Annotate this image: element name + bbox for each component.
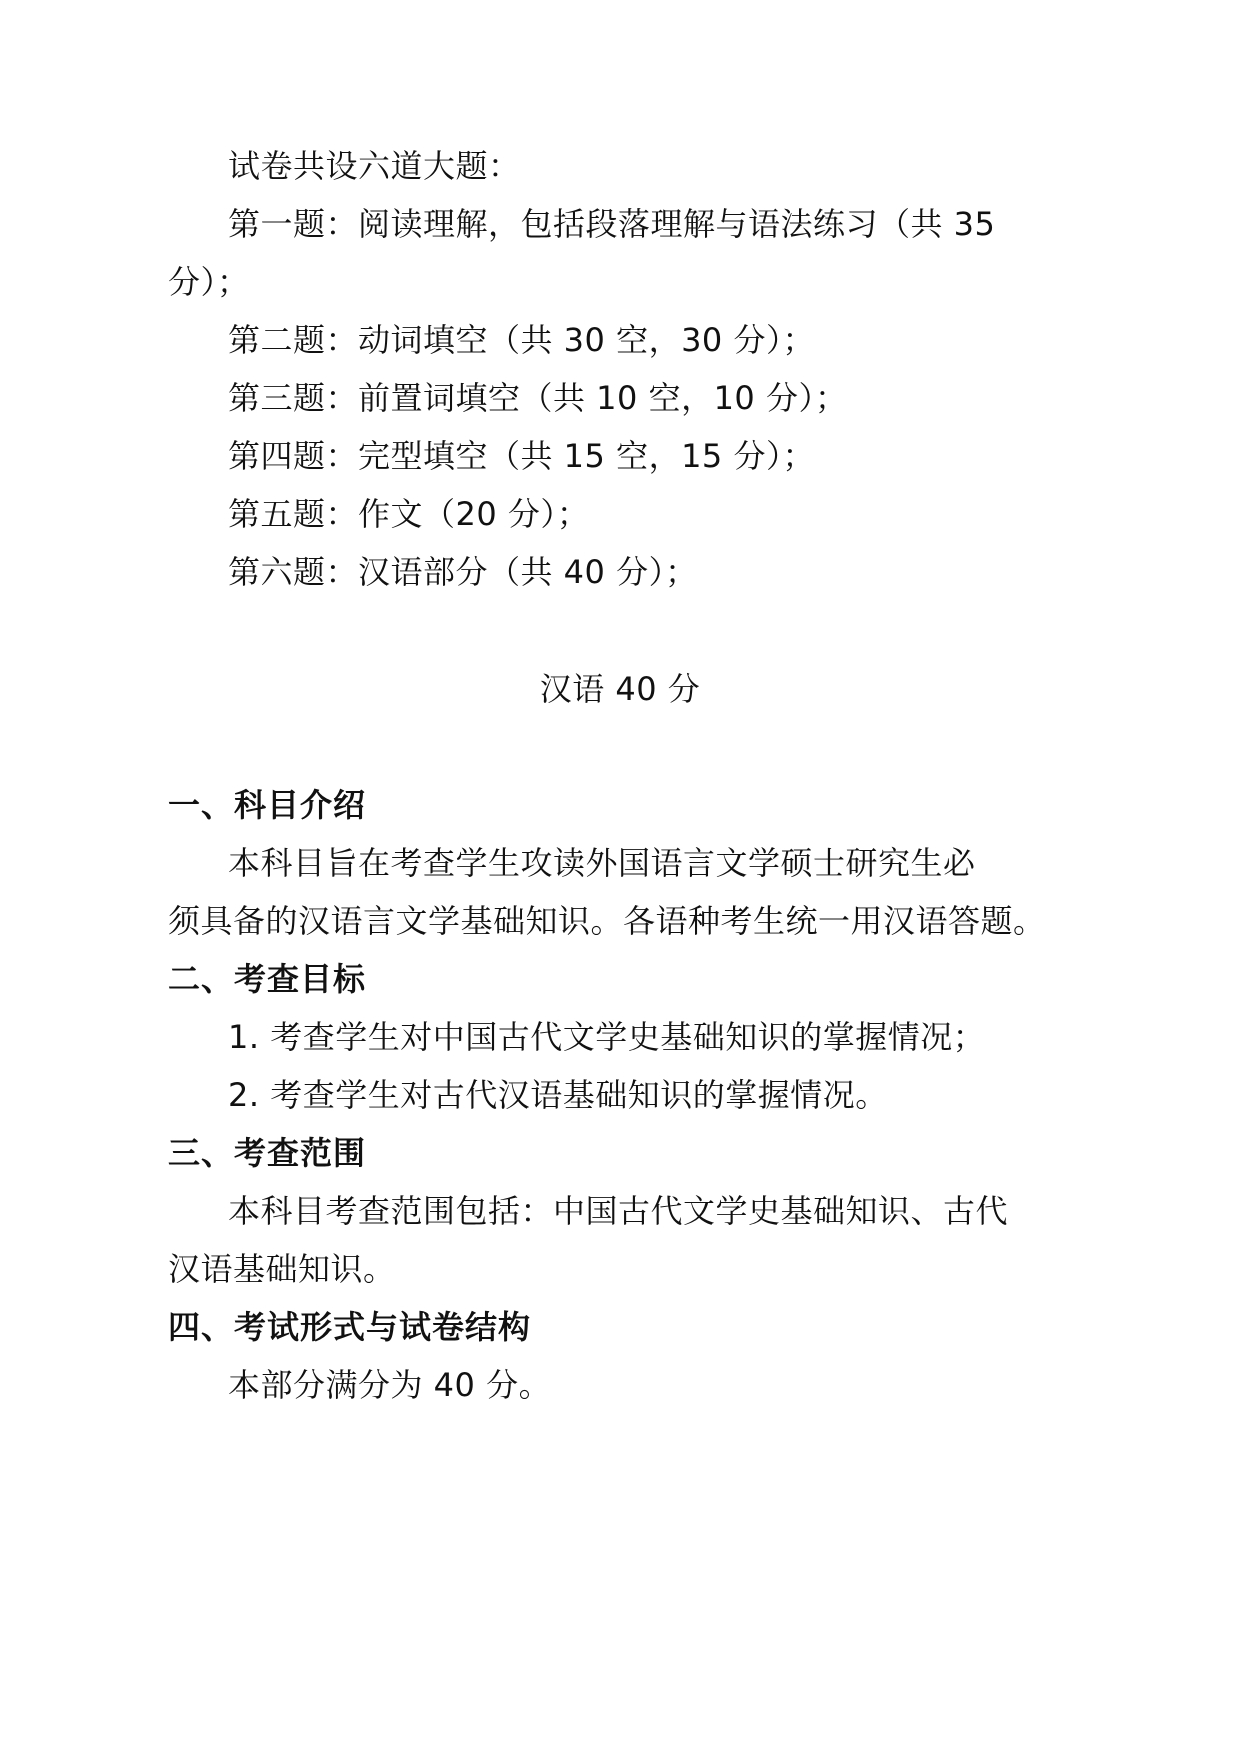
question-4: 第四题：完型填空（共 15 空，15 分）； bbox=[228, 437, 815, 475]
exam-scope-line-1: 本科目考查范围包括：中国古代文学史基础知识、古代 bbox=[228, 1192, 1009, 1230]
heading-exam-objectives: 二、考查目标 bbox=[168, 960, 367, 998]
heading-exam-scope: 三、考查范围 bbox=[168, 1134, 367, 1172]
subject-intro-line-2: 须具备的汉语言文学基础知识。各语种考生统一用汉语答题。 bbox=[168, 902, 1046, 940]
question-1-line-2: 分）； bbox=[168, 263, 250, 301]
subject-intro-line-1: 本科目旨在考查学生攻读外国语言文学硕士研究生必 bbox=[228, 844, 976, 882]
heading-exam-format: 四、考试形式与试卷结构 bbox=[168, 1308, 532, 1346]
question-5: 第五题：作文（20 分）； bbox=[228, 495, 590, 533]
exam-format-paragraph: 本部分满分为 40 分。 bbox=[228, 1366, 552, 1404]
objective-item-1: 1. 考查学生对中国古代文学史基础知识的掌握情况； bbox=[228, 1018, 986, 1056]
heading-subject-intro: 一、科目介绍 bbox=[168, 786, 367, 824]
objective-item-2: 2. 考查学生对古代汉语基础知识的掌握情况。 bbox=[228, 1076, 888, 1114]
question-2: 第二题：动词填空（共 30 空，30 分）； bbox=[228, 321, 815, 359]
question-6: 第六题：汉语部分（共 40 分）； bbox=[228, 553, 698, 591]
question-3: 第三题：前置词填空（共 10 空，10 分）； bbox=[228, 379, 848, 417]
exam-scope-line-2: 汉语基础知识。 bbox=[168, 1250, 396, 1288]
question-1-line-1: 第一题：阅读理解，包括段落理解与语法练习（共 35 bbox=[228, 205, 996, 243]
section-title: 汉语 40 分 bbox=[539, 670, 701, 708]
exam-structure-intro: 试卷共设六道大题： bbox=[228, 147, 521, 185]
